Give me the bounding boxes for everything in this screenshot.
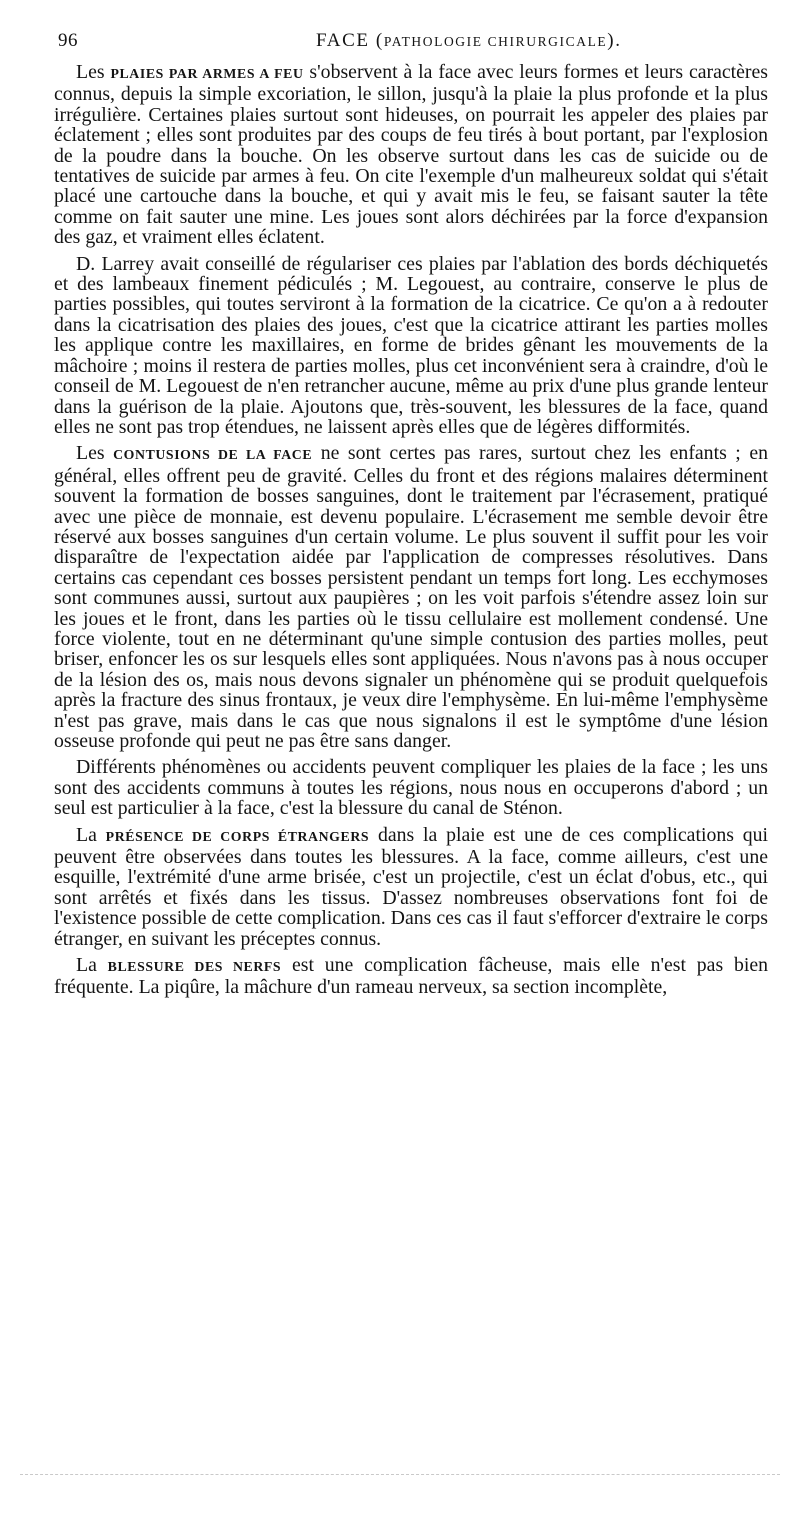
paragraph-nerve-injury bbox=[54, 955, 768, 998]
paragraph-text: ne sont certes pas rares, surtout chez les enfants ; en général, elles offrent peu de gravité. Celles du front et des régions malaires déterminent souvent la formation de bosses sanguines, dont le traitement par l'écrasement, pratiqué avec une pièce de monnaie, est devenu populaire. L'écrasement me semble devoir être réservé aux bosses sanguines d'un certain volume. Le plus souvent il suffit pour les voir disparaître de l'expectation aidée par l'application de compresses résolutives. Dans certains cas cependant ces bosses persistent pendant un temps fort long. Les ecchymoses sont communes aussi, surtout aux paupières ; on les voit parfois s'étendre assez loin sur les joues et le front, dans les parties où le tissu cellulaire est mollement condensé. Une force violente, tout en ne déterminant qu'une simple contusion des parties molles, peut briser, enfoncer les os sur lesquels elles sont appliquées. Nous n'avons pas à nous occuper de la lésion des os, mais nous devons signaler un phénomène qui se produit quelquefois après la fracture des sinus frontaux, je veux dire l'emphysème. En lui-même l'emphysème n'est pas grave, mais dans le cas que nous signalons il est le symptôme d'une lésion osseuse profonde qui peut ne pas être sans danger. bbox=[54, 442, 768, 752]
running-title: FACE ( bbox=[316, 30, 384, 51]
paragraph-contusions bbox=[54, 443, 768, 751]
running-close: ). bbox=[607, 30, 622, 51]
paragraph-text: Différents phénomènes ou accidents peuvent compliquer les plaies de la face ; les uns sont des accidents communs à toutes les régions, nous nous en occuperons d'abord ; un seul est particulier à la face, c'est la blessure du canal de Sténon. bbox=[54, 756, 768, 820]
paragraph-foreign-bodies bbox=[54, 825, 768, 949]
page-number: 96 bbox=[58, 30, 78, 51]
body-text bbox=[54, 62, 768, 1004]
section-keyword: CONTUSIONS DE LA FACE bbox=[113, 447, 313, 463]
section-keyword: PRÉSENCE DE CORPS ÉTRANGERS bbox=[105, 828, 370, 844]
paragraph-lead: Les bbox=[76, 442, 114, 465]
running-subtitle: PATHOLOGIE CHIRURGICALE bbox=[383, 34, 608, 49]
section-keyword: PLAIES PAR ARMES A FEU bbox=[110, 66, 304, 81]
scan-bottom-edge bbox=[20, 1474, 780, 1475]
paragraph-lead: La bbox=[76, 954, 108, 977]
paragraph-complications bbox=[54, 757, 768, 818]
running-head bbox=[316, 30, 622, 52]
paragraph-text: D. Larrey avait conseillé de régulariser ces plaies par l'ablation des bords déchiquetés et des lambeaux finement pédiculés ; M. Legouest, au contraire, conserve le plus de parties possibles, qui toutes serviront à la formation de la cicatrice. Ce qu'on a à redouter dans la cicatrisation des plaies des joues, c'est que la cicatrice attirant les parties molles les applique contre les maxillaires, en forme de brides gênant les mouvements de la mâchoire ; moins il restera de parties molles, plus cet inconvénient sera à craindre, d'où le conseil de M. Legouest de n'en retrancher aucune, même au prix d'une plus grande lenteur dans la guérison de la plaie. Ajoutons que, très-souvent, les blessures de la face, quand elles ne sont pas trop étendues, ne laissent après elles que de légères difformités. bbox=[54, 252, 768, 438]
paragraph-lead: Les bbox=[76, 61, 111, 83]
paragraph-treatment bbox=[54, 254, 768, 438]
paragraph-text: s'observent à la face avec leurs formes et leurs caractères connus, depuis la simple excoriation, le sillon, jusqu'à la plaie la plus profonde et la plus irrégulière. Certaines plaies surtout sont hideuses, on pourrait les appeler des plaies par éclatement ; elles sont produites par des coups de feu tirés à bout portant, par l'explosion de la poudre dans la bouche. On les observe surtout dans les cas de suicide ou de tentatives de suicide par armes à feu. On cite l'exemple d'un malheureux soldat qui s'était placé une cartouche dans la bouche, et qui y avait mis le feu, se faisant sauter la tête comme on fait sauter une mine. Les joues sont alors déchirées par la force d'expansion des gaz, et vraiment elles éclatent. bbox=[54, 61, 768, 249]
paragraph-text: est une complication fâcheuse, mais elle n'est pas bien fréquente. La piqûre, la mâchure d'un rameau nerveux, sa section incomplète, bbox=[54, 954, 768, 999]
page-header bbox=[58, 30, 768, 56]
paragraph-lead: La bbox=[76, 823, 106, 846]
paragraph-text: dans la plaie est une de ces complications qui peuvent être observées dans toutes les blessures. A la face, comme ailleurs, c'est une esquille, l'extrémité d'une arme brisée, c'est un projectile, c'est un éclat d'obus, etc., qui sont arrêtés et fixés dans les tissus. D'assez nombreuses observations font foi de l'existence possible de cette complication. Dans ces cas il faut s'efforcer d'extraire le corps étranger, en suivant les préceptes connus. bbox=[54, 823, 769, 950]
paragraph-gunshot-wounds bbox=[54, 62, 768, 248]
section-keyword: BLESSURE DES NERFS bbox=[107, 959, 282, 975]
